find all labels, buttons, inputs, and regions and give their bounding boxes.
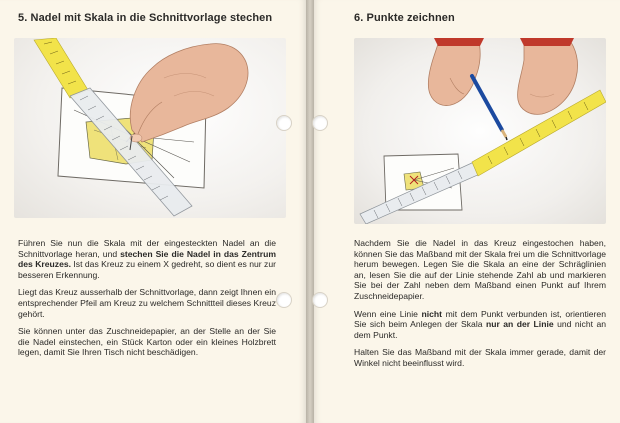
left-paragraph-3 [18,326,276,358]
left-p2-text: Liegt das Kreuz ausserhalb der Schnittvorlage, dann zeigt Ihnen ein entsprechender Pfeil am Kreuz zu welchem Schnittteil dieses Kreuz gehört. [18,287,276,319]
right-p2-text-a: Wenn eine Linie [354,308,422,319]
left-paragraph-1 [18,238,276,280]
book-gutter [306,0,314,423]
right-paragraph-3 [354,347,606,368]
left-hand-illustration [428,38,484,106]
punch-hole-bottom [312,292,328,308]
right-page-body [354,238,606,376]
left-p1-text: Führen Sie nun die Skala mit der eingesteckten Nadel an die Schnittvorlage heran, und [18,238,276,259]
left-instruction-photo [14,38,286,218]
point-drawing-illustration [354,38,606,224]
right-p1-text: Nachdem Sie die Nadel in das Kreuz eingestochen haben, können Sie das Maßband mit der Skala frei um die Schnittvorlage herum bewegen. Legen Sie die Skala an eine der Schräglinien an, lesen Sie die auf der Linie stehende Zahl ab und markieren Sie bei der Zahl neben dem Maßband einen Punkt auf Ihrem Zuschneidepapier. [354,238,606,301]
left-page [0,0,306,423]
left-page-heading: 5. Nadel mit Skala in die Schnittvorlage stechen [18,12,273,24]
right-p2-text-e: und nicht an dem Punkt. [354,319,607,340]
left-page-body [18,238,276,365]
right-p2-text-c: mit dem Punkt verbunden ist, orientieren Sie sich beim Anlegen der Skala [354,308,606,330]
measuring-tape [34,38,88,98]
right-p2-bold-a: nicht [421,308,443,319]
left-p1-bold: stechen Sie die Nadel in das Zentrum des Kreuzes. [18,248,277,270]
right-p3-text: Halten Sie das Maßband mit der Skala immer gerade, damit der Winkel nicht beeinflusst wird. [354,347,606,368]
left-paragraph-2 [18,287,276,319]
right-hand-illustration [518,38,578,114]
left-p3-text: Sie können unter das Zuschneidepapier, an der Stelle an der Sie die Nadel einstechen, ein Stück Karton oder ein kleines Holzbrett legen, damit Sie Ihren Tisch nicht beschädigen. [18,326,276,358]
punch-hole-top [276,115,292,131]
right-instruction-photo [354,38,606,224]
left-p1-text-end: Ist das Kreuz zu einem X gedreht, so dient es nur zur besseren Erkennung. [18,259,276,280]
right-page-heading: 6. Punkte zeichnen [354,12,455,24]
punch-hole-top [312,115,328,131]
punch-hole-bottom [276,292,292,308]
right-p2-bold-d: nur an der Linie [485,319,554,330]
right-page [314,0,620,423]
pencil-icon [472,76,507,140]
pin-scale-illustration [14,38,286,218]
right-paragraph-2 [354,309,606,341]
right-paragraph-1 [354,238,606,302]
